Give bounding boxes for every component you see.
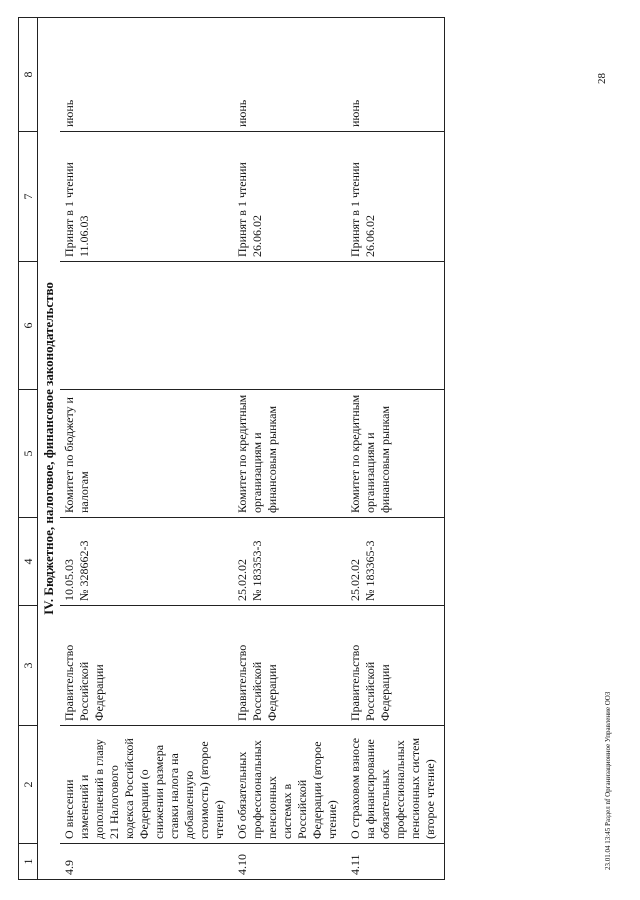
page-number: 28 — [596, 73, 608, 84]
bill-status: Принят в 1 чтении — [348, 162, 362, 257]
bill-date: 10.05.03 — [62, 559, 76, 601]
column-header: 4 — [19, 518, 38, 606]
bill-month: июнь — [60, 18, 233, 132]
table-row — [233, 18, 346, 880]
column-header: 8 — [19, 18, 38, 132]
bill-title: Об обязательных профессиональных пенсионных системах в Российской Федерации (второе чтение) — [233, 726, 346, 844]
bill-month: июнь — [233, 18, 346, 132]
column-6-cell — [60, 262, 233, 390]
row-number: 4.11 — [346, 844, 445, 880]
column-header: 3 — [19, 606, 38, 726]
bill-month: июнь — [346, 18, 445, 132]
bill-registration — [233, 518, 346, 606]
table-row — [346, 18, 445, 880]
section-title: IV. Бюджетное, налоговое, финансовое законодательство — [38, 18, 61, 880]
column-number-row — [19, 18, 38, 880]
bill-reg-number: № 183365-3 — [363, 540, 377, 601]
bill-initiator: Правительство Российской Федерации — [233, 606, 346, 726]
bill-status-cell — [60, 132, 233, 262]
bills-table — [18, 17, 445, 880]
rotated-table-sheet — [18, 18, 624, 880]
column-header: 6 — [19, 262, 38, 390]
row-number: 4.10 — [233, 844, 346, 880]
bill-status: Принят в 1 чтении — [62, 162, 76, 257]
column-6-cell — [346, 262, 445, 390]
bill-reg-number: № 328662-3 — [77, 540, 91, 601]
bill-date: 25.02.02 — [348, 559, 362, 601]
section-row — [38, 18, 61, 880]
row-number: 4.9 — [60, 844, 233, 880]
bill-reg-number: № 183353-3 — [250, 540, 264, 601]
print-footer: 23.01.04 13:45 Раздел nf Организационное Управление ООЗ — [604, 691, 612, 870]
bill-status-cell — [233, 132, 346, 262]
bill-registration — [346, 518, 445, 606]
bill-status-cell — [346, 132, 445, 262]
bill-initiator: Правительство Российской Федерации — [346, 606, 445, 726]
column-header: 7 — [19, 132, 38, 262]
bill-status: Принят в 1 чтении — [235, 162, 249, 257]
bill-initiator: Правительство Российской Федерации — [60, 606, 233, 726]
bill-status-date: 26.06.02 — [363, 215, 377, 257]
column-6-cell — [233, 262, 346, 390]
bill-committee: Комитет по кредитным организациям и финансовым рынкам — [233, 390, 346, 518]
column-header: 1 — [19, 844, 38, 880]
bill-registration — [60, 518, 233, 606]
bill-committee: Комитет по кредитным организациям и финансовым рынкам — [346, 390, 445, 518]
column-header: 5 — [19, 390, 38, 518]
table-row — [60, 18, 233, 880]
column-header: 2 — [19, 726, 38, 844]
bill-title: О страховом взносе на финансирование обязательных профессиональных пенсионных систем (второе чтение) — [346, 726, 445, 844]
bill-committee: Комитет по бюджету и налогам — [60, 390, 233, 518]
bill-status-date: 11.06.03 — [77, 215, 91, 257]
bill-status-date: 26.06.02 — [250, 215, 264, 257]
bill-date: 25.02.02 — [235, 559, 249, 601]
bill-title: О внесении изменений и дополнений в главу 21 Налогового кодекса Российской Федерации (о снижении размера ставки налога на добавленную стоимость) (второе чтение) — [60, 726, 233, 844]
